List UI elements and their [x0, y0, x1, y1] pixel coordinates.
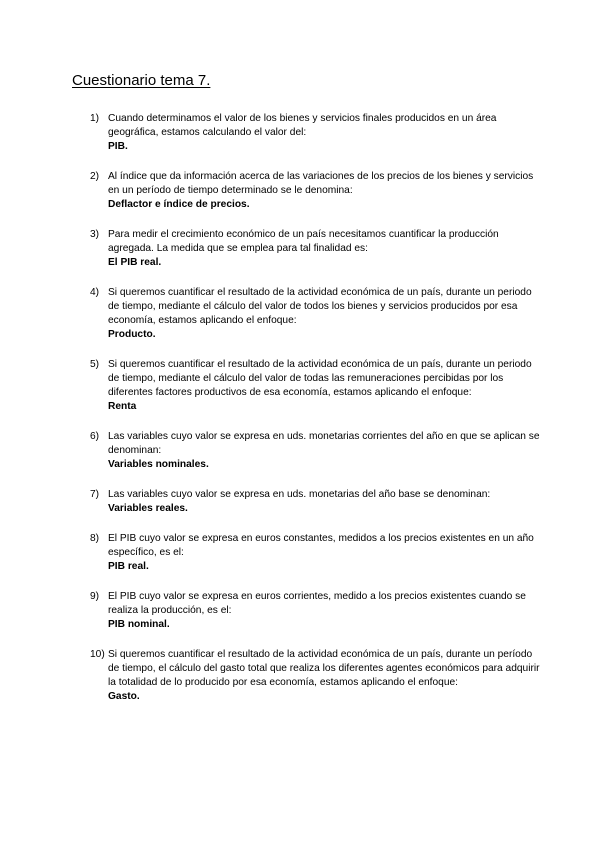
question-answer: PIB.	[108, 141, 128, 152]
question-item	[90, 430, 540, 472]
question-text: Si queremos cuantificar el resultado de la actividad económica de un país, durante un periodo de tiempo, mediante el cálculo del valor de todos los bienes y servicios producidos por esa economía, estamos aplicando el enfoque:	[108, 287, 532, 326]
question-item	[90, 532, 540, 574]
question-item	[90, 228, 540, 270]
question-item	[90, 286, 540, 342]
question-answer: Producto.	[108, 329, 156, 340]
question-answer: Variables nominales.	[108, 459, 209, 470]
question-text: El PIB cuyo valor se expresa en euros constantes, medidos a los precios existentes en un año específico, es el:	[108, 533, 534, 558]
question-text: Para medir el crecimiento económico de un país necesitamos cuantificar la producción agregada. La medida que se emplea para tal finalidad es:	[108, 229, 499, 254]
question-answer: PIB nominal.	[108, 619, 170, 630]
question-number: 6)	[90, 431, 100, 442]
question-answer: Renta	[108, 401, 137, 412]
question-answer: El PIB real.	[108, 257, 162, 268]
question-number: 3)	[90, 229, 100, 240]
question-text: Las variables cuyo valor se expresa en uds. monetarias corrientes del año en que se aplican se denominan:	[108, 431, 540, 456]
question-item	[90, 488, 540, 516]
question-number: 10)	[90, 649, 105, 660]
question-number: 1)	[90, 113, 100, 124]
question-number: 9)	[90, 591, 100, 602]
question-answer: Deflactor e índice de precios.	[108, 199, 250, 210]
question-text: El PIB cuyo valor se expresa en euros corrientes, medido a los precios existentes cuando se realiza la producción, es el:	[108, 591, 526, 616]
question-list	[90, 112, 540, 720]
question-text: Las variables cuyo valor se expresa en uds. monetarias del año base se denominan:	[108, 489, 491, 500]
question-item	[90, 170, 540, 212]
question-item	[90, 648, 540, 704]
question-item	[90, 590, 540, 632]
question-answer: Variables reales.	[108, 503, 188, 514]
question-number: 2)	[90, 171, 100, 182]
question-text: Si queremos cuantificar el resultado de la actividad económica de un país, durante un período de tiempo, el cálculo del gasto total que realiza los diferentes agentes económicos para adquirir la totalidad de lo producido por esa economía, estamos aplicando el enfoque:	[108, 649, 540, 688]
document-title: Cuestionario tema 7.	[72, 72, 211, 89]
question-text: Si queremos cuantificar el resultado de la actividad económica de un país, durante un periodo de tiempo, mediante el cálculo del valor de todas las remuneraciones percibidas por los diferentes factores productivos de esa economía, estamos aplicando el enfoque:	[108, 359, 532, 398]
question-text: Cuando determinamos el valor de los bienes y servicios finales producidos en un área geográfica, estamos calculando el valor del:	[108, 113, 497, 138]
question-item	[90, 112, 540, 154]
question-item	[90, 358, 540, 414]
question-answer: PIB real.	[108, 561, 149, 572]
question-answer: Gasto.	[108, 691, 140, 702]
question-number: 7)	[90, 489, 100, 500]
question-number: 5)	[90, 359, 100, 370]
question-number: 4)	[90, 287, 100, 298]
question-number: 8)	[90, 533, 100, 544]
question-text: Al índice que da información acerca de las variaciones de los precios de los bienes y servicios en un período de tiempo determinado se le denomina:	[108, 171, 534, 196]
